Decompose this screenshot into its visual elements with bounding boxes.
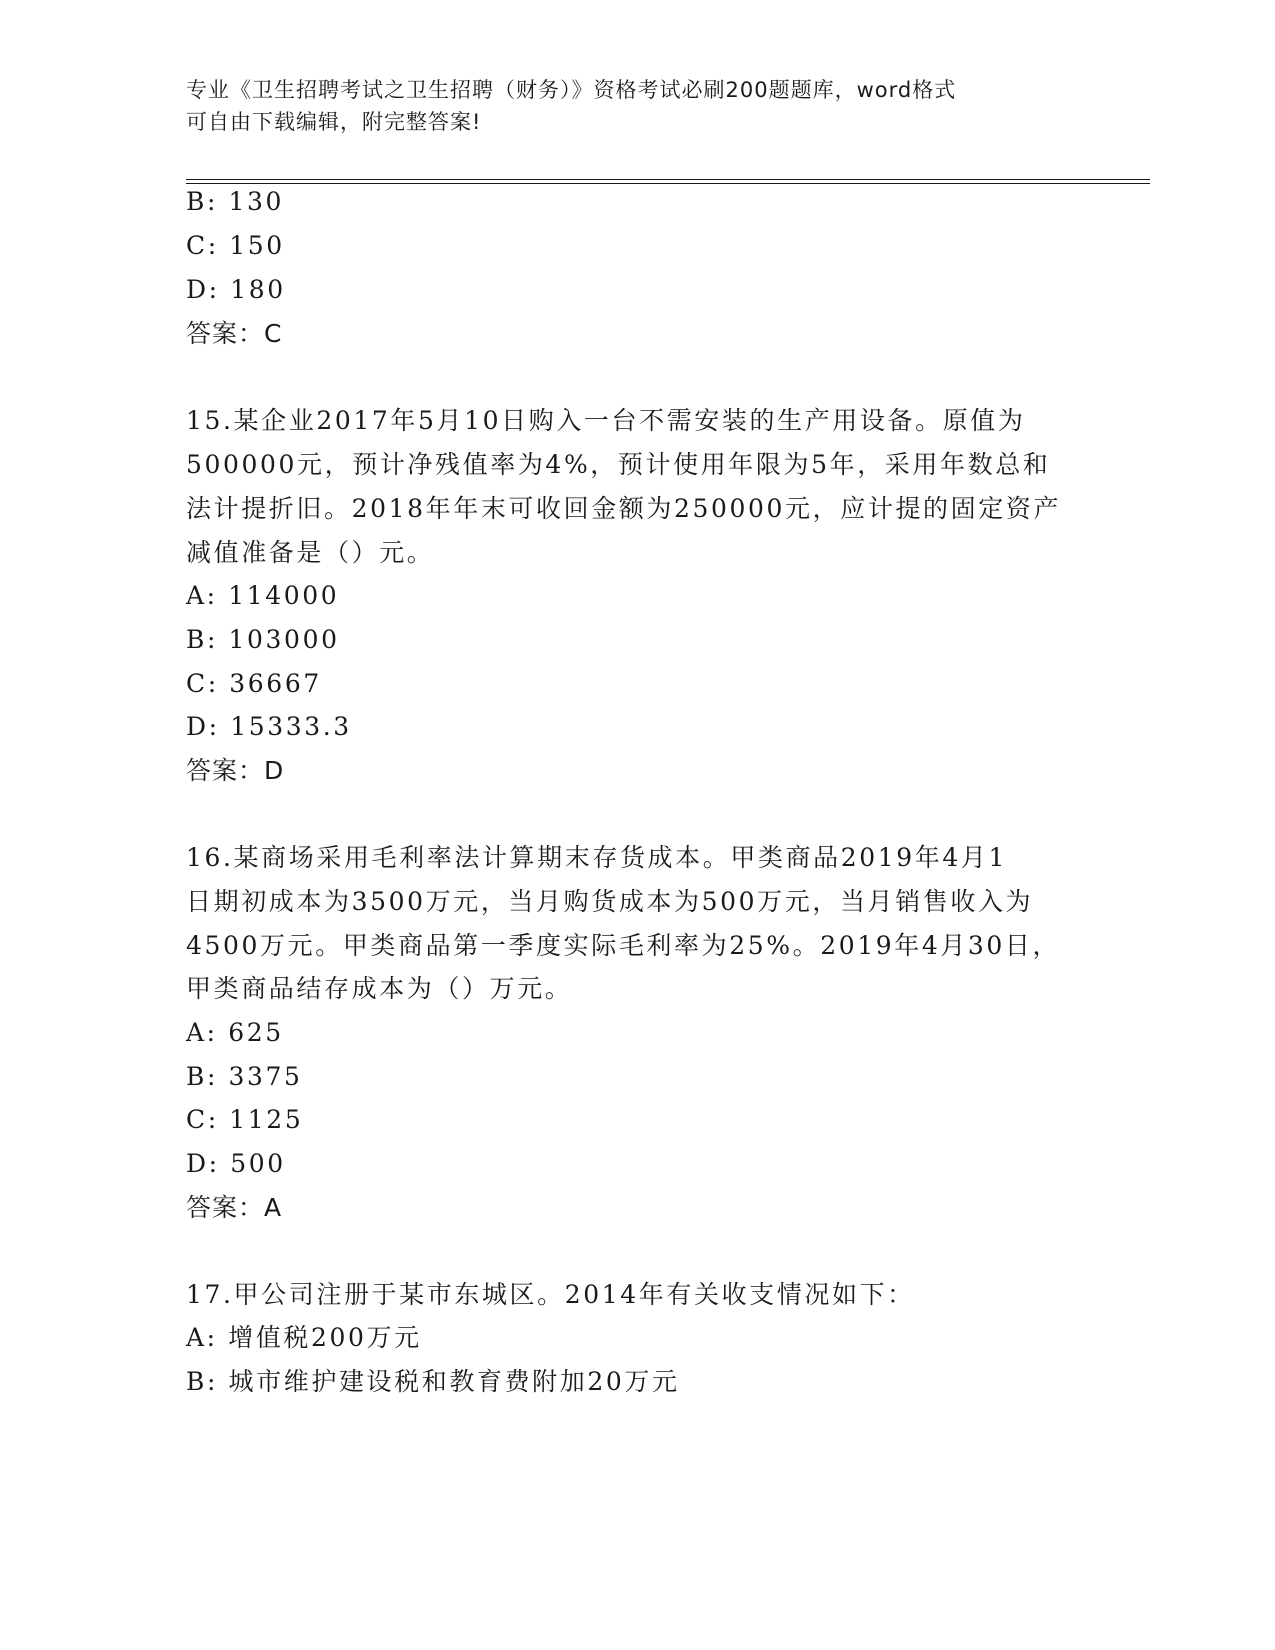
q16-option-a: A: 625 (186, 1018, 284, 1047)
q15-stem-line-3: 法计提折旧。2018年年末可收回金额为250000元，应计提的固定资产 (186, 494, 1062, 523)
q16-stem-line-3: 4500万元。甲类商品第一季度实际毛利率为25%。2019年4月30日， (186, 931, 1061, 960)
q15-option-b: B: 103000 (186, 625, 340, 654)
header-divider-top (186, 179, 1150, 180)
q14-option-c: C: 150 (186, 231, 285, 260)
document-header (186, 74, 1066, 138)
header-divider-bottom (186, 183, 1150, 184)
q16-stem-line-2: 日期初成本为3500万元，当月购货成本为500万元，当月销售收入为 (186, 887, 1034, 916)
q16-option-b: B: 3375 (186, 1062, 303, 1091)
q14-option-d: D: 180 (186, 275, 286, 304)
q17-stem-line-1: 17.甲公司注册于某市东城区。2014年有关收支情况如下： (186, 1280, 915, 1309)
q15-answer: 答案：D (186, 756, 285, 785)
header-line-2: 可自由下载编辑，附完整答案! (186, 110, 482, 134)
q16-option-d: D: 500 (186, 1149, 286, 1178)
q15-option-d: D: 15333.3 (186, 712, 352, 741)
q17-option-b: B: 城市维护建设税和教育费附加20万元 (186, 1367, 680, 1396)
q17-option-a: A: 增值税200万元 (186, 1323, 422, 1352)
q16-stem-line-1: 16.某商场采用毛利率法计算期末存货成本。甲类商品2019年4月1 (186, 843, 1007, 872)
header-line-1: 专业《卫生招聘考试之卫生招聘（财务）》资格考试必刷200题题库，word格式 (186, 78, 957, 102)
q16-answer: 答案：A (186, 1193, 283, 1222)
q15-stem-line-2: 500000元，预计净残值率为4%，预计使用年限为5年，采用年数总和 (186, 450, 1051, 479)
q14-option-b: B: 130 (186, 187, 285, 216)
q14-answer: 答案：C (186, 319, 283, 348)
q15-option-a: A: 114000 (186, 581, 340, 610)
q15-stem-line-1: 15.某企业2017年5月10日购入一台不需安装的生产用设备。原值为 (186, 406, 1026, 435)
q15-option-c: C: 36667 (186, 669, 322, 698)
q15-stem-line-4: 减值准备是（）元。 (186, 538, 435, 567)
q16-stem-line-4: 甲类商品结存成本为（）万元。 (186, 974, 573, 1003)
q16-option-c: C: 1125 (186, 1105, 304, 1134)
